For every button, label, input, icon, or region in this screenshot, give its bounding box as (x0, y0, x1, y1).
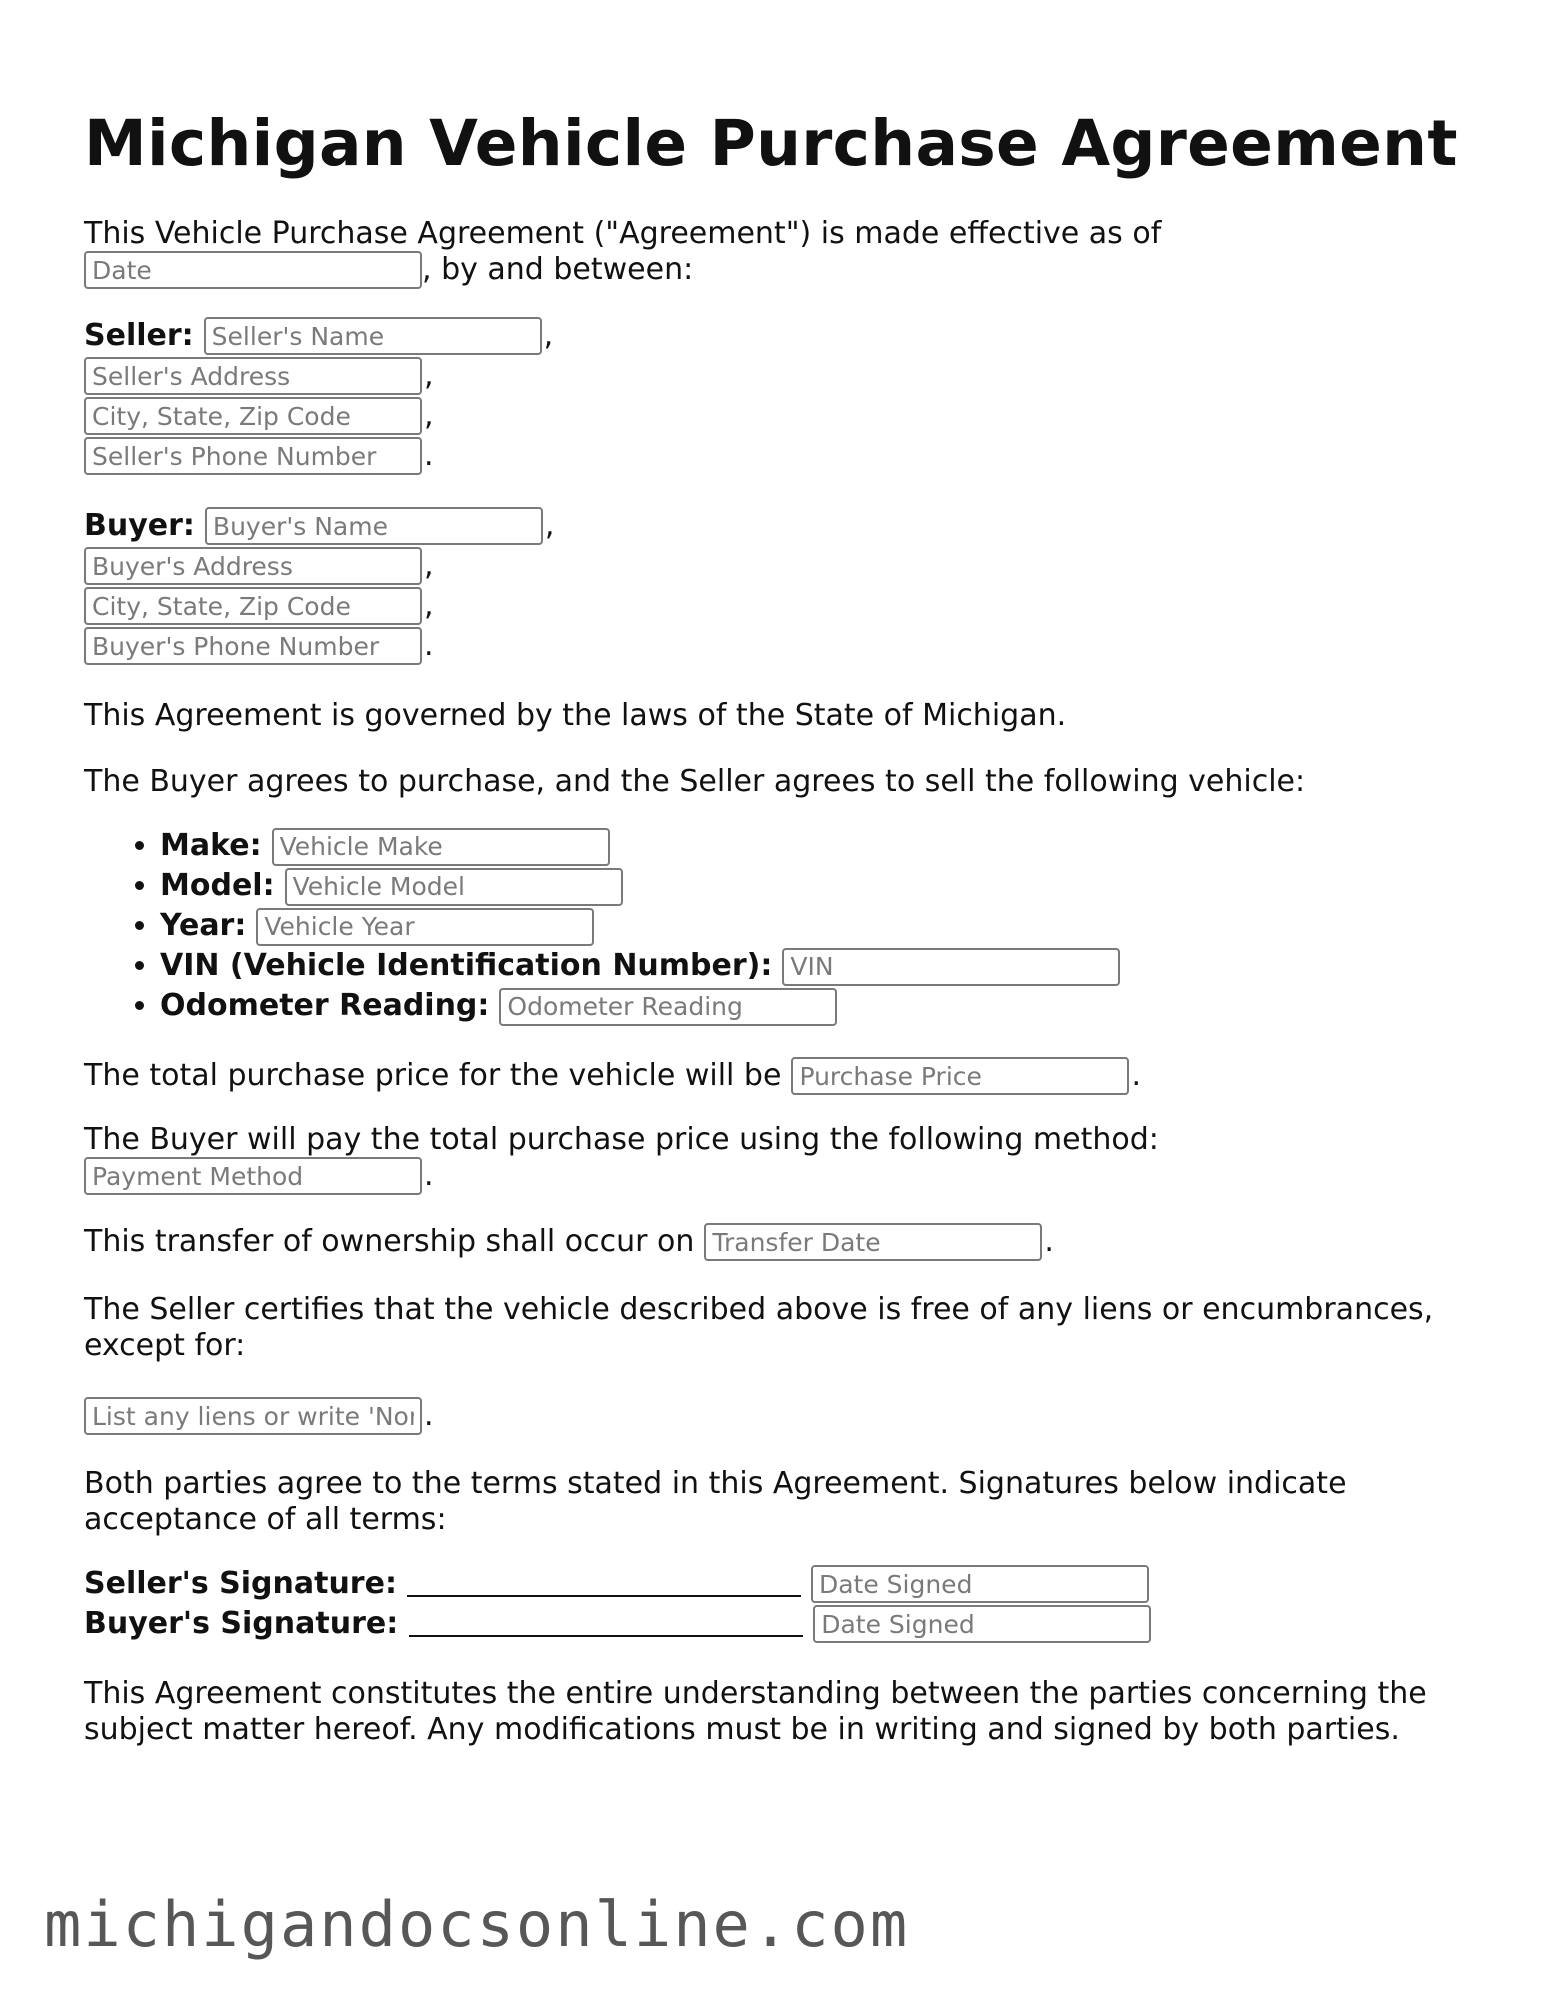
list-item (160, 906, 1484, 946)
intro-text: This Vehicle Purchase Agreement ("Agreement") is made effective as of (84, 216, 1162, 251)
payment-method-text: The Buyer will pay the total purchase price using the following method: (84, 1122, 1159, 1157)
purchase-price-line (84, 1056, 1484, 1096)
seller-city-input[interactable] (84, 397, 422, 435)
governing-law-text: This Agreement is governed by the laws of the State of Michigan. (84, 698, 1067, 733)
liens-input[interactable] (84, 1397, 422, 1435)
period: . (424, 1398, 434, 1433)
comma: , (424, 548, 434, 583)
vin-label: VIN (Vehicle Identification Number): (160, 948, 773, 983)
list-item (160, 946, 1484, 986)
list-item (160, 826, 1484, 866)
purchase-price-input[interactable] (791, 1057, 1129, 1095)
period: . (424, 1158, 434, 1193)
comma: , (543, 318, 554, 353)
comma: , (544, 508, 555, 543)
seller-label: Seller: (84, 318, 194, 353)
buyer-label: Buyer: (84, 508, 195, 543)
comma: , (424, 588, 434, 623)
make-label: Make: (160, 828, 262, 863)
watermark-logo: michigandocsonline.com (44, 1888, 910, 1961)
seller-phone-input[interactable] (84, 437, 422, 475)
buyer-phone-input[interactable] (84, 627, 422, 665)
liens-line (84, 1396, 1484, 1436)
buyer-date-signed-input[interactable] (813, 1605, 1151, 1643)
vehicle-details-list (84, 826, 1484, 1026)
intro-text-after: , by and between: (422, 252, 694, 287)
model-label: Model: (160, 868, 275, 903)
comma: , (424, 358, 434, 393)
transfer-date-line (84, 1222, 1484, 1262)
seller-signature-label: Seller's Signature: (84, 1566, 397, 1601)
period: . (424, 438, 434, 473)
transfer-date-text: This transfer of ownership shall occur on (84, 1224, 695, 1259)
list-item (160, 986, 1484, 1026)
vin-input[interactable] (782, 948, 1120, 986)
vehicle-model-input[interactable] (285, 868, 623, 906)
period: . (1044, 1224, 1054, 1259)
buyer-name-input[interactable] (205, 507, 543, 545)
seller-signature-line[interactable] (407, 1571, 801, 1597)
liens-text: The Seller certifies that the vehicle described above is free of any liens or encumbrances, except for: (84, 1292, 1434, 1363)
vehicle-intro-text: The Buyer agrees to purchase, and the Seller agrees to sell the following vehicle: (84, 764, 1306, 799)
intro-paragraph (84, 216, 1484, 288)
buyer-city-input[interactable] (84, 587, 422, 625)
vehicle-make-input[interactable] (272, 828, 610, 866)
buyer-address-input[interactable] (84, 547, 422, 585)
buyer-section (84, 506, 1484, 666)
payment-method-input[interactable] (84, 1157, 422, 1195)
seller-date-signed-input[interactable] (811, 1565, 1149, 1603)
year-label: Year: (160, 908, 247, 943)
buyer-signature-label: Buyer's Signature: (84, 1606, 399, 1641)
transfer-date-input[interactable] (704, 1223, 1042, 1261)
list-item (160, 866, 1484, 906)
buyer-signature-line[interactable] (409, 1611, 803, 1637)
signature-section (84, 1564, 1484, 1644)
document-page (84, 0, 1484, 1748)
page-title: Michigan Vehicle Purchase Agreement (84, 107, 1458, 180)
closing-text: This Agreement constitutes the entire understanding between the parties concerning the subject matter hereof. Any modifications must be in writing and signed by both parties. (84, 1676, 1427, 1747)
purchase-price-text: The total purchase price for the vehicle will be (84, 1058, 782, 1093)
comma: , (424, 398, 434, 433)
period: . (1131, 1058, 1141, 1093)
agreement-text: Both parties agree to the terms stated in this Agreement. Signatures below indicate acceptance of all terms: (84, 1466, 1347, 1537)
seller-address-input[interactable] (84, 357, 422, 395)
payment-method-section (84, 1122, 1484, 1194)
seller-section (84, 316, 1484, 476)
seller-name-input[interactable] (204, 317, 542, 355)
effective-date-input[interactable] (84, 251, 422, 289)
odometer-input[interactable] (499, 988, 837, 1026)
period: . (424, 628, 434, 663)
odometer-label: Odometer Reading: (160, 988, 490, 1023)
vehicle-year-input[interactable] (256, 908, 594, 946)
